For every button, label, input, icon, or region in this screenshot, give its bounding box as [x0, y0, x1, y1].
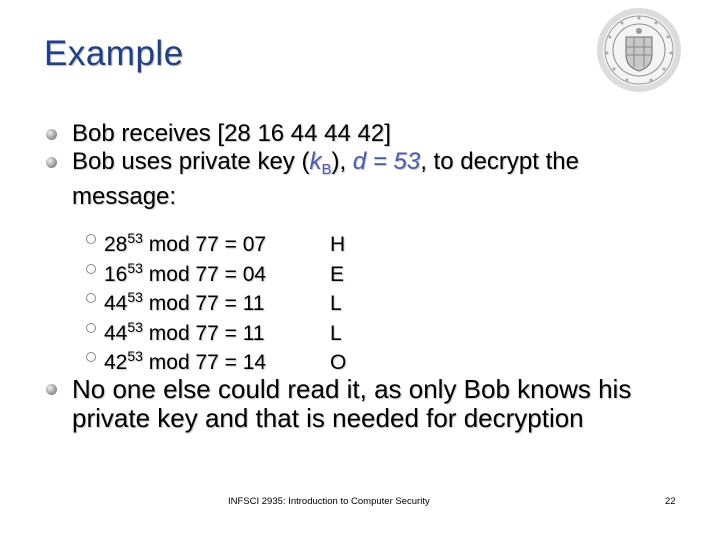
bullet-dot-icon — [46, 157, 57, 168]
conclusion-bullet-list — [44, 375, 684, 433]
d-value: d = 53 — [352, 148, 421, 175]
bullet-list — [44, 120, 684, 210]
row-base: 16 — [104, 262, 128, 286]
bullet-text-post: , to decrypt the message: — [72, 148, 579, 210]
decryption-list — [86, 224, 346, 372]
row-expression: mod 77 = 04 — [142, 262, 267, 286]
row-base: 42 — [104, 351, 128, 374]
bullet-receives — [44, 120, 684, 147]
sub-bullet-icon — [86, 264, 96, 274]
sub-bullet-icon — [86, 323, 96, 333]
row-letter: E — [330, 262, 345, 286]
decryption-row — [86, 342, 346, 372]
sub-bullet-icon — [86, 352, 96, 362]
row-base: 44 — [104, 321, 128, 345]
key-subscript: B — [321, 161, 332, 178]
row-exponent: 53 — [127, 230, 143, 246]
page-number: 22 — [665, 496, 676, 507]
row-expression: mod 77 = 11 — [142, 321, 265, 345]
bullet-text-pre: Bob uses private key ( — [72, 148, 310, 175]
decryption-row — [86, 254, 346, 284]
decryption-row — [86, 283, 346, 313]
row-base: 28 — [104, 233, 128, 256]
bullet-private-key — [44, 148, 684, 210]
key-symbol: k — [309, 148, 322, 175]
bullet-text: No one else could read it, as only Bob knows his private key and that is needed for decryption — [72, 374, 632, 433]
row-letter: H — [330, 233, 346, 256]
bullet-dot-icon — [46, 384, 57, 395]
row-letter: L — [330, 321, 342, 345]
decryption-row — [86, 313, 346, 343]
sub-bullet-icon — [86, 293, 96, 303]
bullet-text-mid: ), — [331, 148, 353, 175]
sub-bullet-icon — [86, 234, 96, 244]
decryption-row — [86, 224, 346, 254]
row-exponent: 53 — [127, 289, 143, 305]
row-letter: O — [330, 351, 347, 374]
row-expression: mod 77 = 14 — [142, 351, 267, 374]
row-expression: mod 77 = 11 — [142, 292, 265, 315]
slide-title: Example — [44, 34, 184, 73]
bullet-text: Bob receives [28 16 44 44 42] — [72, 120, 391, 147]
row-expression: mod 77 = 07 — [142, 233, 267, 256]
row-base: 44 — [104, 292, 128, 315]
row-letter: L — [330, 292, 342, 315]
row-exponent: 53 — [127, 318, 143, 335]
row-exponent: 53 — [127, 348, 143, 364]
footer-course-title: INFSCI 2935: Introduction to Computer Security — [228, 496, 430, 507]
university-seal-icon — [596, 7, 682, 93]
bullet-conclusion — [44, 375, 684, 433]
bullet-dot-icon — [46, 129, 57, 140]
row-exponent: 53 — [127, 259, 143, 276]
